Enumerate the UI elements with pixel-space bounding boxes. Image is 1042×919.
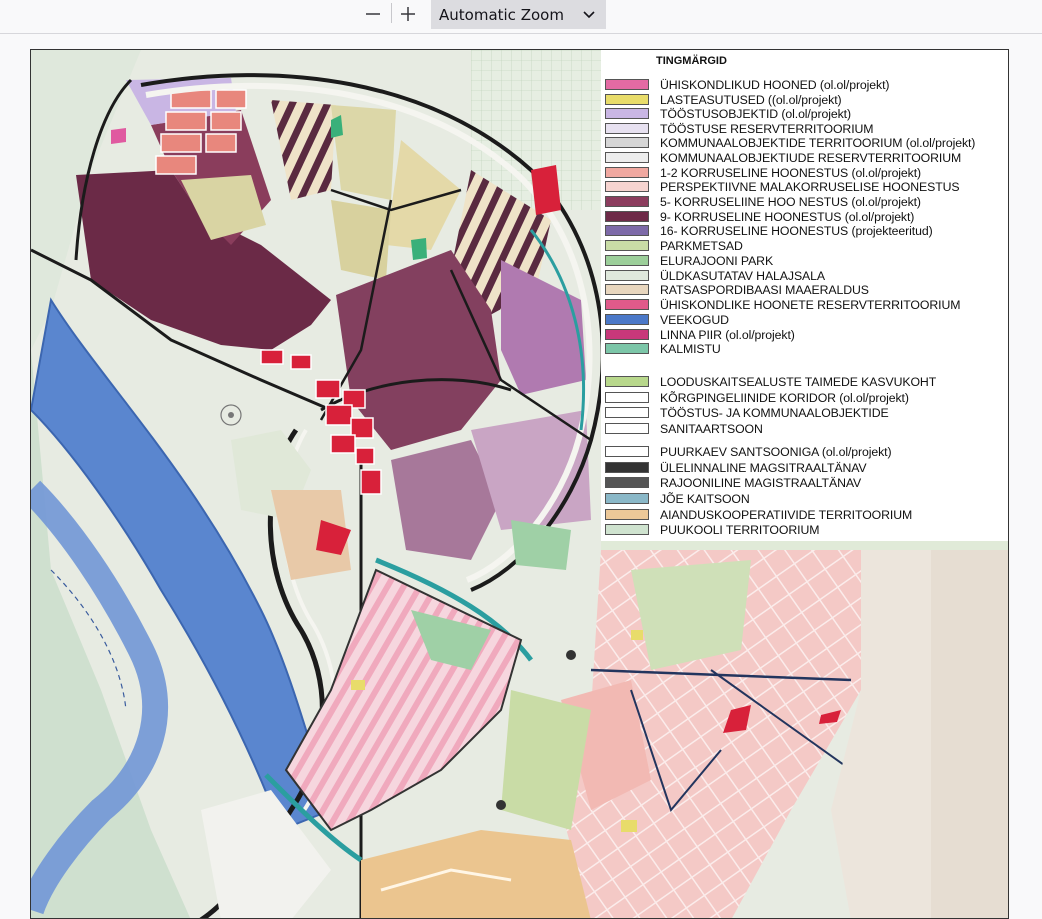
legend-label: KOMMUNAALOBJEKTIUDE RESERVTERRITOORIUM xyxy=(660,151,962,165)
legend-swatch xyxy=(605,240,649,251)
legend-item xyxy=(601,422,1009,436)
legend-label: TÖÖSTUSE RESERVTERRITOORIUM xyxy=(660,122,874,136)
legend-item xyxy=(601,445,1009,459)
legend-swatch xyxy=(605,446,649,457)
legend-label: LINNA PIIR (ol.ol/projekt) xyxy=(660,328,795,342)
chevron-down-icon xyxy=(582,8,596,22)
minus-icon xyxy=(365,6,381,22)
legend-label: 1-2 KORRUSELINE HOONESTUS (ol.ol/projekt) xyxy=(660,166,922,180)
legend-swatch xyxy=(605,462,649,473)
legend-swatch xyxy=(605,152,649,163)
legend-swatch xyxy=(605,299,649,310)
legend-label: PUUKOOLI TERRITOORIUM xyxy=(660,523,820,537)
legend-label: PERSPEKTIIVNE MALAKORRUSELISE HOONESTUS xyxy=(660,180,960,194)
legend-swatch xyxy=(605,284,649,295)
pdf-toolbar xyxy=(0,0,1042,34)
legend-swatch xyxy=(605,94,649,105)
legend-swatch xyxy=(605,137,649,148)
legend-item xyxy=(601,391,1009,405)
legend-label: 5- KORRUSELIINE HOO NESTUS (ol.ol/projekt) xyxy=(660,195,921,209)
document-page xyxy=(30,49,1009,919)
legend-label: TÖÖSTUS- JA KOMMUNAALOBJEKTIDE xyxy=(660,406,889,420)
legend-swatch xyxy=(605,493,649,504)
zoom-in-button[interactable] xyxy=(392,0,424,28)
legend-label: KÕRGPINGELIINIDE KORIDOR (ol.ol/projekt) xyxy=(660,391,909,405)
legend-item xyxy=(601,523,1009,537)
legend-swatch xyxy=(605,196,649,207)
legend-label: LOODUSKAITSEALUSTE TAIMEDE KASVUKOHT xyxy=(660,375,937,389)
legend-item xyxy=(601,239,1009,253)
legend-swatch xyxy=(605,181,649,192)
legend-item xyxy=(601,328,1009,342)
legend-swatch xyxy=(605,270,649,281)
legend-item xyxy=(601,122,1009,136)
legend-item xyxy=(601,375,1009,389)
legend-item xyxy=(601,254,1009,268)
legend-swatch xyxy=(605,255,649,266)
legend-swatch xyxy=(605,423,649,434)
legend-item xyxy=(601,342,1009,356)
legend-label: PARKMETSAD xyxy=(660,239,743,253)
legend-swatch xyxy=(605,392,649,403)
plus-icon xyxy=(400,6,416,22)
legend-item xyxy=(601,298,1009,312)
legend-label: TÖÖSTUSOBJEKTID (ol.ol/projekt) xyxy=(660,107,851,121)
legend-swatch xyxy=(605,108,649,119)
legend-item xyxy=(601,313,1009,327)
legend-item xyxy=(601,508,1009,522)
legend-label: RATSASPORDIBAASI MAAERALDUS xyxy=(660,283,869,297)
legend-label: LASTEASUTUSED ((ol.ol/projekt) xyxy=(660,93,842,107)
legend-label: ELURAJOONI PARK xyxy=(660,254,774,268)
legend-label: ÜLDKASUTATAV HALAJSALA xyxy=(660,269,825,283)
legend-label: ÜLELINNALINE MAGSITRAALTÄNAV xyxy=(660,461,867,475)
legend-swatch xyxy=(605,509,649,520)
legend-label: ÜHISKONDLIKE HOONETE RESERVTERRITOORIUM xyxy=(660,298,961,312)
legend-item xyxy=(601,224,1009,238)
map-legend xyxy=(601,50,1009,541)
legend-item xyxy=(601,166,1009,180)
legend-item xyxy=(601,107,1009,121)
legend-item xyxy=(601,269,1009,283)
legend-item xyxy=(601,283,1009,297)
legend-item xyxy=(601,136,1009,150)
zoom-out-button[interactable] xyxy=(357,0,389,28)
zoom-select-value: Automatic Zoom xyxy=(439,5,564,24)
legend-label: PUURKAEV SANTSOONIGA (ol.ol/projekt) xyxy=(660,445,892,459)
legend-item xyxy=(601,210,1009,224)
legend-label: KOMMUNAALOBJEKTIDE TERRITOORIUM (ol.ol/projekt) xyxy=(660,136,976,150)
legend-swatch xyxy=(605,407,649,418)
legend-item xyxy=(601,461,1009,475)
legend-swatch xyxy=(605,79,649,90)
legend-item xyxy=(601,195,1009,209)
legend-swatch xyxy=(605,343,649,354)
legend-label: RAJOONILINE MAGISTRAALTÄNAV xyxy=(660,476,862,490)
zoom-select[interactable] xyxy=(431,0,606,29)
legend-item xyxy=(601,406,1009,420)
legend-label: 9- KORRUSELINE HOONESTUS (ol.ol/projekt) xyxy=(660,210,915,224)
legend-swatch xyxy=(605,376,649,387)
legend-item xyxy=(601,78,1009,92)
legend-swatch xyxy=(605,329,649,340)
legend-item xyxy=(601,180,1009,194)
legend-label: JÕE KAITSOON xyxy=(660,492,750,506)
legend-item xyxy=(601,151,1009,165)
legend-label: ÜHISKONDLIKUD HOONED (ol.ol/projekt) xyxy=(660,78,890,92)
legend-swatch xyxy=(605,314,649,325)
legend-swatch xyxy=(605,225,649,236)
legend-label: VEEKOGUD xyxy=(660,313,729,327)
legend-swatch xyxy=(605,167,649,178)
legend-label: SANITAARTSOON xyxy=(660,422,763,436)
legend-item xyxy=(601,476,1009,490)
legend-swatch xyxy=(605,524,649,535)
legend-title: TINGMÄRGID xyxy=(656,55,727,67)
legend-swatch xyxy=(605,211,649,222)
legend-label: AIANDUSKOOPERATIIVIDE TERRITOORIUM xyxy=(660,508,913,522)
legend-label: KALMISTU xyxy=(660,342,721,356)
legend-item xyxy=(601,492,1009,506)
legend-item xyxy=(601,93,1009,107)
legend-swatch xyxy=(605,477,649,488)
legend-label: 16- KORRUSELINE HOONESTUS (projekteeritud) xyxy=(660,224,933,238)
legend-swatch xyxy=(605,123,649,134)
